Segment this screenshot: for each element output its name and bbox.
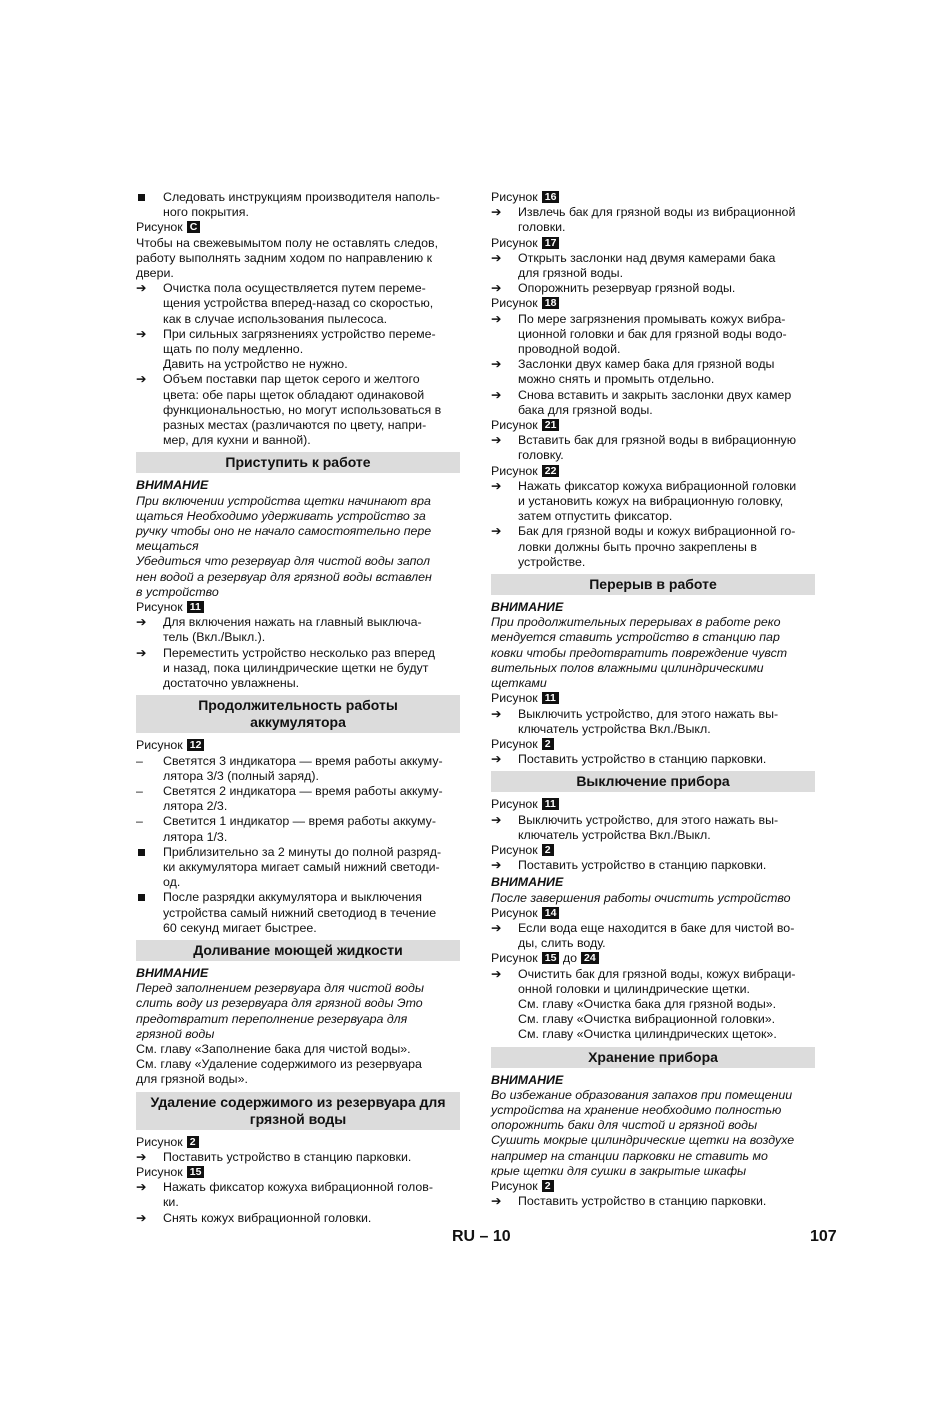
text-line: Светятся 3 индикатора — время работы аккуму- (163, 753, 443, 768)
text-line: как в случае использования пылесоса. (163, 311, 388, 326)
text-line: Бак для грязной воды и кожух вибрационной го- (518, 524, 796, 539)
list-item-text (163, 615, 460, 645)
arrow-icon: ➔ (136, 645, 147, 660)
text-line: устройства на хранение необходимо полностью (491, 1102, 782, 1117)
text-line: достаточно увлажнены. (163, 676, 300, 691)
list-item-text (163, 784, 460, 814)
arrow-icon: ➔ (491, 966, 502, 981)
figure-number-badge: 12 (187, 739, 205, 751)
text-line: ключатель устройства Вкл./Выкл. (518, 721, 711, 736)
text-line: цвета: обе пары щеток обладают одинаковой (163, 387, 425, 402)
figure-reference (136, 738, 460, 753)
text-line: Очистка пола осуществляется путем переме- (163, 281, 426, 296)
figure-number-badge: 14 (542, 907, 560, 919)
text-line: щать по полу медленно. (163, 342, 304, 357)
arrow-icon: ➔ (491, 920, 502, 935)
figure-label: Рисунок (136, 600, 183, 615)
arrow-icon: ➔ (491, 1194, 502, 1209)
list-item (491, 251, 815, 281)
figure-reference (491, 190, 815, 205)
text-line: работу выполнять задним ходом по направлению к (136, 250, 433, 265)
text-line: в устройство (136, 584, 219, 599)
arrow-icon: ➔ (491, 752, 502, 767)
text-line: Выключить устройство, для этого нажать вы- (518, 812, 779, 827)
list-item-text (518, 813, 815, 843)
text-line: можно снять и промыть отдельно. (518, 372, 715, 387)
text-line: Снять кожух вибрационной головки. (163, 1210, 372, 1225)
text-line: Для включения нажать на главный выключа- (163, 615, 422, 630)
list-item (136, 190, 460, 220)
text-line: лятора 3/3 (полный заряд). (163, 768, 319, 783)
text-line: После завершения работы очистить устройство (491, 890, 791, 905)
arrow-icon: ➔ (491, 205, 502, 220)
list-item (136, 814, 460, 844)
list-item-text (518, 357, 815, 387)
list-item (136, 1150, 460, 1165)
figure-number-badge: 24 (581, 952, 599, 964)
text-line: Перерыв в работе (589, 576, 717, 593)
arrow-icon: ➔ (491, 524, 502, 539)
text-line: Убедиться что резервуар для чистой воды запол (136, 554, 431, 569)
text-line: онной головки и цилиндрические щетки. (518, 981, 750, 996)
figure-number-badge: 2 (542, 844, 554, 856)
figure-reference (491, 691, 815, 706)
text-line: Светится 1 индикатор — время работы аккуму- (163, 814, 436, 829)
figure-number-badge: 11 (187, 601, 204, 613)
text-line: ки аккумулятора мигает самый нижний светоди- (163, 859, 440, 874)
list-item (491, 752, 815, 767)
arrow-icon: ➔ (136, 1180, 147, 1195)
paragraph (136, 1042, 460, 1088)
text-line: например на станции парковки не ставить мо (491, 1148, 768, 1163)
figure-reference (136, 1165, 460, 1180)
list-item-text (163, 1180, 460, 1210)
list-item (136, 754, 460, 784)
square-bullet-icon (136, 845, 163, 891)
list-item-text (518, 433, 815, 463)
figure-reference (491, 464, 815, 479)
text-line: тель (Вкл./Выкл.). (163, 630, 266, 645)
figure-number-badge: 2 (542, 738, 554, 750)
text-line: При сильных загрязнениях устройство переме- (163, 326, 436, 341)
text-line: Вставить бак для грязной воды в вибрационную (518, 433, 797, 448)
text-line: Чтобы на свежевымытом полу не оставлять следов, (136, 235, 439, 250)
list-item-text (163, 845, 460, 891)
text-line: Светятся 2 индикатора — время работы аккуму- (163, 783, 443, 798)
text-line: ловки должны быть прочно закреплены в (518, 539, 757, 554)
text-line: аккумулятора (250, 714, 346, 731)
text-line: грязной воды (249, 1110, 347, 1127)
text-line: Опорожнить резервуар грязной воды. (518, 281, 736, 296)
figure-label: Рисунок (491, 190, 538, 204)
dash-icon: – (136, 753, 143, 768)
text-line: Заслонки двух камер бака для грязной воды (518, 357, 775, 372)
figure-reference (491, 737, 815, 752)
text-line: головки. (518, 220, 566, 235)
section-page-label: RU – 10 (452, 1228, 511, 1245)
text-line: Переместить устройство несколько раз вперед (163, 645, 436, 660)
figure-label: Рисунок (136, 220, 183, 235)
section-heading (136, 1092, 460, 1130)
text-line: Выключение прибора (576, 773, 730, 790)
list-item-text (518, 479, 815, 525)
list-item (491, 312, 815, 358)
list-item (491, 479, 815, 525)
warning-text (491, 615, 815, 691)
list-item (491, 707, 815, 737)
text-line: Открыть заслонки над двумя камерами бака (518, 250, 776, 265)
arrow-icon: ➔ (136, 281, 147, 296)
text-line: ключатель устройства Вкл./Выкл. (518, 827, 711, 842)
text-line: См. главу «Заполнение бака для чистой воды». (136, 1041, 411, 1056)
figure-reference (491, 951, 815, 966)
arrow-icon: ➔ (136, 615, 147, 630)
arrow-icon: ➔ (491, 281, 502, 296)
list-item (136, 281, 460, 327)
text-line: предотвратит переполнение резервуара для (136, 1011, 408, 1026)
figure-label: Рисунок (491, 463, 538, 478)
list-item (136, 615, 460, 645)
list-item-text (518, 205, 815, 235)
list-item (491, 921, 815, 951)
figure-number-badge: 15 (187, 1166, 205, 1178)
arrow-icon: ➔ (491, 387, 502, 402)
figure-label: Рисунок (136, 738, 183, 753)
figure-number-badge: 21 (542, 419, 560, 431)
section-heading (136, 940, 460, 961)
text-line: Приступить к работе (225, 454, 371, 471)
text-line: мер, для кухни и ванной). (163, 433, 311, 448)
text-line: См. главу «Очистка вибрационной головки». (518, 1012, 776, 1027)
warning-text (491, 891, 815, 906)
arrow-icon: ➔ (491, 706, 502, 721)
arrow-icon: ➔ (491, 357, 502, 372)
text-line: Удаление содержимого из резервуара для (150, 1093, 446, 1110)
text-line: ды, слить воду. (518, 936, 606, 951)
text-line: Поставить устройство в станцию парковки. (518, 1194, 767, 1209)
warning-text (491, 1088, 815, 1179)
warning-label: ВНИМАНИЕ (136, 478, 209, 493)
text-line: Хранение прибора (588, 1048, 718, 1065)
text-line: Сушить мокрые цилиндрические щетки на воздухе (491, 1133, 795, 1148)
arrow-icon: ➔ (136, 1149, 147, 1164)
warning-text (136, 981, 460, 1042)
figure-reference (136, 600, 460, 615)
figure-number-badge: 2 (542, 1180, 554, 1192)
left-column (136, 190, 460, 1226)
text-line: мещаться (136, 539, 199, 554)
text-line: лятора 2/3. (163, 799, 228, 814)
list-item (491, 524, 815, 570)
text-line: вительных полов влажными цилиндрическими (491, 660, 764, 675)
text-line: Поставить устройство в станцию парковки. (518, 752, 767, 767)
text-line: Давить на устройство не нужно. (163, 357, 348, 372)
text-line: Выключить устройство, для этого нажать вы- (518, 706, 779, 721)
text-line: грязной воды (136, 1026, 215, 1041)
arrow-icon: ➔ (136, 372, 147, 387)
figure-number-badge: 17 (542, 237, 560, 249)
dash-icon: – (136, 814, 143, 829)
figure-label: Рисунок (491, 951, 538, 966)
section-heading (491, 574, 815, 595)
list-item (136, 784, 460, 814)
paragraph (136, 236, 460, 282)
text-line: Снова вставить и закрыть заслонки двух камер (518, 387, 792, 402)
list-item-text (518, 858, 815, 873)
list-item-text (163, 646, 460, 692)
figure-label: Рисунок (136, 1134, 183, 1149)
text-line: головку. (518, 448, 564, 463)
list-item (491, 281, 815, 296)
square-bullet-icon (136, 190, 163, 220)
text-line: Нажать фиксатор кожуха вибрационной головки (518, 478, 797, 493)
arrow-icon: ➔ (491, 478, 502, 493)
list-item-text (518, 921, 815, 951)
figure-reference (491, 797, 815, 812)
arrow-icon: ➔ (491, 433, 502, 448)
list-item-text (518, 524, 815, 570)
figure-number-badge: 18 (542, 297, 560, 309)
list-item-text (518, 388, 815, 418)
list-item (491, 858, 815, 873)
figure-reference (136, 220, 460, 235)
text-line: щения устройства вперед-назад со скоростью, (163, 296, 434, 311)
text-line: После разрядки аккумулятора и выключения (163, 890, 422, 905)
list-item (136, 372, 460, 448)
list-item (491, 388, 815, 418)
warning-label: ВНИМАНИЕ (491, 600, 564, 615)
list-item-text (163, 372, 460, 448)
list-item (491, 433, 815, 463)
figure-label: Рисунок (491, 296, 538, 311)
text-line: ки. (163, 1195, 179, 1210)
list-item (491, 813, 815, 843)
text-line: устройстве. (518, 554, 586, 569)
warning-label: ВНИМАНИЕ (136, 965, 209, 980)
text-line: Следовать инструкциям производителя наполь- (163, 190, 440, 204)
figure-label: Рисунок (491, 905, 538, 920)
list-item (491, 205, 815, 235)
figure-label: Рисунок (491, 736, 538, 751)
list-item (136, 1211, 460, 1226)
figure-number-badge: 15 (542, 952, 560, 964)
text-line: Если вода еще находится в баке для чистой во- (518, 920, 795, 935)
text-line: устройства самый нижний светодиод в течение (163, 905, 437, 920)
text-line: Объем поставки пар щеток серого и желтого (163, 372, 420, 387)
text-line: нен водой а резервуар для грязной воды вставлен (136, 569, 432, 584)
figure-reference (491, 236, 815, 251)
list-continuation (136, 357, 460, 372)
text-line: для грязной воды. (518, 266, 624, 281)
list-item-text (163, 754, 460, 784)
list-item-text (518, 281, 815, 296)
list-item-text (163, 190, 460, 220)
figure-reference (136, 1135, 460, 1150)
text-line: Продолжительность работы (198, 697, 398, 714)
section-heading (491, 771, 815, 792)
list-item-text (163, 1150, 460, 1165)
text-line: По мере загрязнения промывать кожух вибра- (518, 311, 786, 326)
list-item (136, 890, 460, 936)
list-item (491, 967, 815, 1043)
text-line: Извлечь бак для грязной воды из вибрационной (518, 205, 796, 220)
arrow-icon: ➔ (136, 326, 147, 341)
list-item-text (163, 814, 460, 844)
figure-number-badge: 11 (542, 798, 559, 810)
warning-text (136, 494, 460, 600)
figure-number-badge: 22 (542, 465, 560, 477)
text-line: Во избежание образования запахов при помещении (491, 1087, 793, 1102)
text-line: 60 секунд мигает быстрее. (163, 920, 317, 935)
text-line: для грязной воды». (136, 1072, 248, 1087)
figure-range-joiner: до (562, 951, 577, 966)
figure-reference (491, 843, 815, 858)
text-line: и установить кожух на вибрационную головку, (518, 494, 784, 509)
text-line: Приблизительно за 2 минуты до полной разряд- (163, 844, 442, 859)
text-line: слить воду из резервуара для грязной воды Это (136, 996, 423, 1011)
text-line: крые щетки для сушки в закрытые шкафы (491, 1163, 747, 1178)
arrow-icon: ➔ (491, 250, 502, 265)
text-line: Поставить устройство в станцию парковки. (518, 858, 767, 873)
text-line: мендуется ставить устройство в станцию пар (491, 630, 780, 645)
text-line: ручку чтобы оно не начало самостоятельно пере (136, 524, 432, 539)
text-line: бака для грязной воды. (518, 402, 653, 417)
warning-label: ВНИМАНИЕ (491, 875, 564, 890)
list-item (136, 646, 460, 692)
text-line: Доливание моющей жидкости (193, 941, 403, 958)
text-line: двери. (136, 266, 174, 281)
right-column (491, 190, 815, 1209)
figure-number-badge: 2 (187, 1136, 199, 1148)
text-line: и назад, пока цилиндрические щетки не будут (163, 660, 429, 675)
warning-label: ВНИМАНИЕ (491, 1072, 564, 1087)
text-line: лятора 1/3. (163, 829, 228, 844)
text-line: При включении устройства щетки начинают вра (136, 493, 431, 508)
arrow-icon: ➔ (136, 1210, 147, 1225)
page-number: 107 (810, 1228, 837, 1245)
figure-reference (491, 906, 815, 921)
text-line: При продолжительных перерывах в работе реко (491, 615, 781, 630)
list-item-text (518, 967, 815, 1043)
figure-number-badge: 11 (542, 692, 559, 704)
text-line: проводной водой. (518, 342, 621, 357)
text-line: од. (163, 875, 181, 890)
figure-label: Рисунок (491, 418, 538, 433)
text-line: ковки чтобы предотвратить повреждение чувст (491, 645, 788, 660)
section-heading (136, 452, 460, 473)
text-line: ционной головки и бак для грязной воды водо- (518, 326, 787, 341)
list-item-text (518, 251, 815, 281)
figure-label: Рисунок (491, 691, 538, 706)
figure-label: Рисунок (491, 797, 538, 812)
dash-icon: – (136, 783, 143, 798)
list-item-text (163, 281, 460, 327)
text-line: щетками (491, 676, 547, 691)
text-line: См. главу «Удаление содержимого из резервуара (136, 1057, 422, 1072)
text-line: Поставить устройство в станцию парковки. (163, 1149, 412, 1164)
text-line: См. главу «Очистка цилиндрических щеток». (518, 1027, 777, 1042)
list-item (136, 327, 460, 357)
list-item-text (518, 707, 815, 737)
square-bullet-icon (136, 890, 163, 936)
text-line: затем отпустить фиксатор. (518, 509, 673, 524)
list-item-text (163, 1211, 460, 1226)
list-item-text (518, 752, 815, 767)
text-line: Очистить бак для грязной воды, кожух вибраци- (518, 966, 796, 981)
list-item (136, 845, 460, 891)
figure-number-badge: C (187, 221, 201, 233)
list-item-text (518, 312, 815, 358)
figure-reference (491, 418, 815, 433)
arrow-icon: ➔ (491, 311, 502, 326)
list-item-text (163, 890, 460, 936)
section-heading (491, 1047, 815, 1068)
text-line: функциональностью, но могут использоваться в (163, 402, 442, 417)
figure-reference (491, 296, 815, 311)
text-line: щаться Необходимо удерживать устройство за (136, 508, 426, 523)
section-heading (136, 695, 460, 733)
list-item (491, 357, 815, 387)
list-item (491, 1194, 815, 1209)
text-line: ного покрытия. (163, 205, 249, 220)
text-line: опорожнить баки для чистой и грязной воды (491, 1118, 758, 1133)
list-item-text (163, 327, 460, 357)
figure-label: Рисунок (136, 1164, 183, 1179)
text-line: разных местах (различаются по цвету, напри- (163, 418, 427, 433)
list-item-text (518, 1194, 815, 1209)
arrow-icon: ➔ (491, 812, 502, 827)
text-line: См. главу «Очистка бака для грязной воды». (518, 996, 777, 1011)
figure-number-badge: 16 (542, 191, 560, 203)
text-line: Перед заполнением резервуара для чистой воды (136, 981, 424, 996)
figure-label: Рисунок (491, 842, 538, 857)
text-line: Нажать фиксатор кожуха вибрационной голов- (163, 1180, 433, 1195)
list-item (136, 1180, 460, 1210)
figure-label: Рисунок (491, 1178, 538, 1193)
arrow-icon: ➔ (491, 858, 502, 873)
figure-reference (491, 1179, 815, 1194)
figure-label: Рисунок (491, 235, 538, 250)
